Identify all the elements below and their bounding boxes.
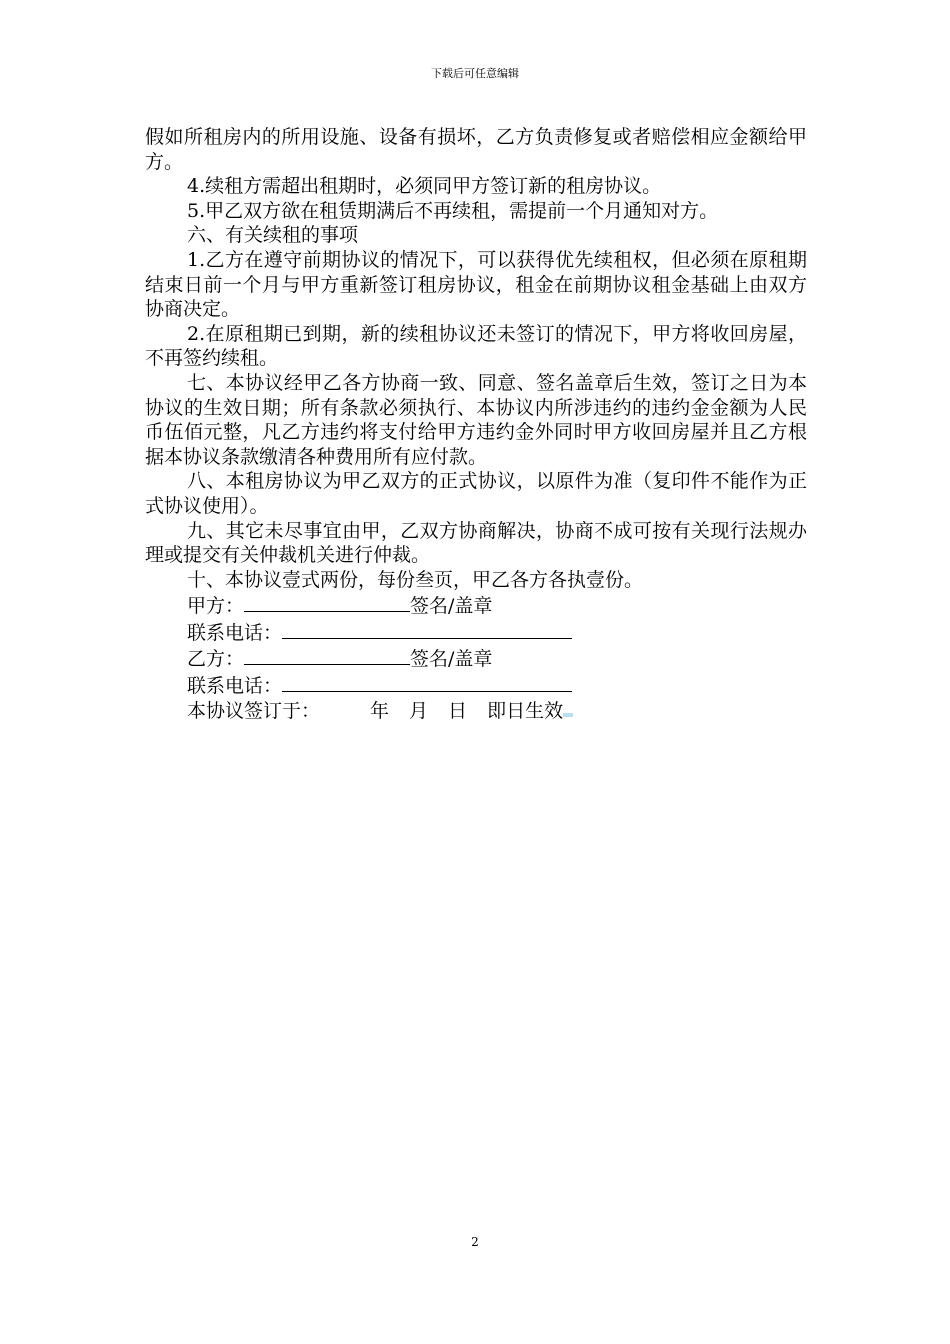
phone-b-line: [145, 672, 807, 699]
paragraph-renewal-extension: 4.续租方需超出租期时，必须同甲方签订新的租房协议。: [187, 175, 662, 198]
document-body: [145, 125, 807, 723]
party-b-suffix: 签名/盖章: [410, 648, 493, 671]
party-a-blank[interactable]: [244, 592, 410, 612]
phone-a-line: [145, 619, 807, 646]
text-cursor-marker: [563, 713, 573, 717]
section-copies: 十、本协议壹式两份，每份叁页，甲乙各方各执壹份。: [187, 568, 644, 591]
date-year: 年: [370, 699, 390, 722]
page-number: 2: [471, 1235, 479, 1249]
party-b-signature-line: [145, 645, 807, 672]
party-a-signature-line: [145, 592, 807, 619]
date-label: 本协议签订于：: [187, 699, 321, 722]
party-a-suffix: 签名/盖章: [410, 595, 493, 618]
party-a-label: 甲方：: [187, 595, 245, 618]
section-effective-terms: 七、本协议经甲乙各方协商一致、同意、签名盖章后生效，签订之日为本协议的生效日期；所有条款必须执行、本协议内所涉违约的违约金金额为人民币伍佰元整，凡乙方违约将支付给甲方违约金外同时甲方收回房屋并且乙方根据本协议条款缴清各种费用所有应付款。: [145, 371, 807, 468]
page-header: 下载后可任意编辑: [431, 67, 519, 80]
effective-text: 即日生效: [487, 699, 564, 722]
paragraph-priority-renewal: 1.乙方在遵守前期协议的情况下，可以获得优先续租权，但必须在原租期结束日前一个月与甲方重新签订租房协议，租金在前期协议租金基础上由双方协商决定。: [145, 248, 807, 321]
date-month: 月: [409, 699, 429, 722]
date-day: 日: [448, 699, 468, 722]
phone-b-blank[interactable]: [282, 672, 572, 692]
section-other-matters: 九、其它未尽事宜由甲，乙双方协商解决，协商不成可按有关现行法规办理或提交有关仲裁机关进行仲裁。: [145, 519, 807, 567]
party-b-label: 乙方：: [187, 648, 245, 671]
phone-a-blank[interactable]: [282, 619, 572, 639]
phone-b-label: 联系电话：: [187, 675, 283, 698]
party-b-blank[interactable]: [244, 645, 410, 665]
sign-date-line: [145, 699, 807, 724]
paragraph-expired-lease: 2.在原租期已到期，新的续租协议还未签订的情况下，甲方将收回房屋，不再签约续租。: [145, 322, 807, 370]
section-formal-agreement: 八、本租房协议为甲乙双方的正式协议，以原件为准（复印件不能作为正式协议使用）。: [145, 470, 807, 517]
paragraph-damage-repair: 假如所租房内的所用设施、设备有损坏，乙方负责修复或者赔偿相应金额给甲方。: [145, 126, 807, 173]
phone-a-label: 联系电话：: [187, 621, 283, 644]
section-heading-renewal: 六、有关续租的事项: [187, 224, 359, 247]
paragraph-no-renewal-notice: 5.甲乙双方欲在租赁期满后不再续租，需提前一个月通知对方。: [187, 199, 719, 222]
